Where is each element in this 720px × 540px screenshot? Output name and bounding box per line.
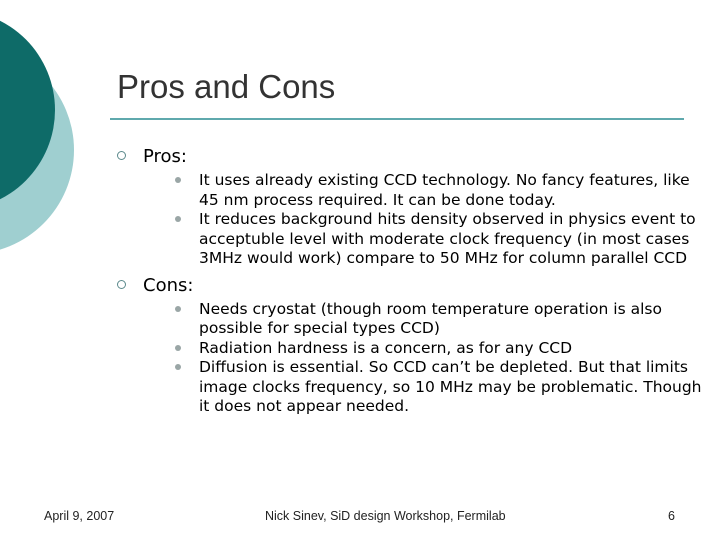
list-item-text: Diffusion is essential. So CCD can’t be depleted. But that limits image clocks frequency, so 10 MHz may be problematic. Though it does not appear needed. bbox=[199, 358, 702, 415]
bullet-list bbox=[117, 146, 707, 423]
pros-items bbox=[143, 171, 707, 269]
list-item bbox=[173, 171, 707, 210]
list-item bbox=[173, 300, 707, 339]
pros-label: Pros: bbox=[143, 146, 187, 167]
list-item-text: Needs cryostat (though room temperature operation is also possible for special types CCD) bbox=[199, 299, 662, 337]
corner-decoration bbox=[0, 0, 110, 260]
cons-label: Cons: bbox=[143, 274, 194, 296]
list-item bbox=[173, 358, 707, 417]
footer-presenter: Nick Sinev, SiD design Workshop, Fermilab bbox=[265, 509, 506, 523]
list-item-text: It reduces background hits density observed in physics event to acceptuble level with moderate clock frequency (in most cases 3MHz would work) compare to 50 MHz for column parallel CCD bbox=[199, 210, 696, 267]
dot-bullet-icon bbox=[175, 345, 181, 351]
cons-items bbox=[143, 300, 707, 417]
list-item-text: Radiation hardness is a concern, as for any CCD bbox=[199, 338, 573, 357]
hollow-bullet-icon bbox=[117, 151, 126, 160]
list-item bbox=[173, 339, 707, 359]
pros-section bbox=[117, 146, 707, 269]
page-number: 6 bbox=[668, 509, 675, 523]
cons-section bbox=[117, 275, 707, 417]
slide-title: Pros and Cons bbox=[117, 68, 336, 105]
dot-bullet-icon bbox=[175, 306, 181, 312]
dot-bullet-icon bbox=[175, 216, 181, 222]
dot-bullet-icon bbox=[175, 364, 181, 370]
title-underline bbox=[110, 118, 684, 120]
list-item-text: It uses already existing CCD technology. No fancy features, like 45 nm process required. It can be done today. bbox=[199, 171, 690, 209]
hollow-bullet-icon bbox=[117, 280, 126, 289]
dot-bullet-icon bbox=[175, 177, 181, 183]
footer-date: April 9, 2007 bbox=[44, 509, 115, 523]
list-item bbox=[173, 210, 707, 269]
